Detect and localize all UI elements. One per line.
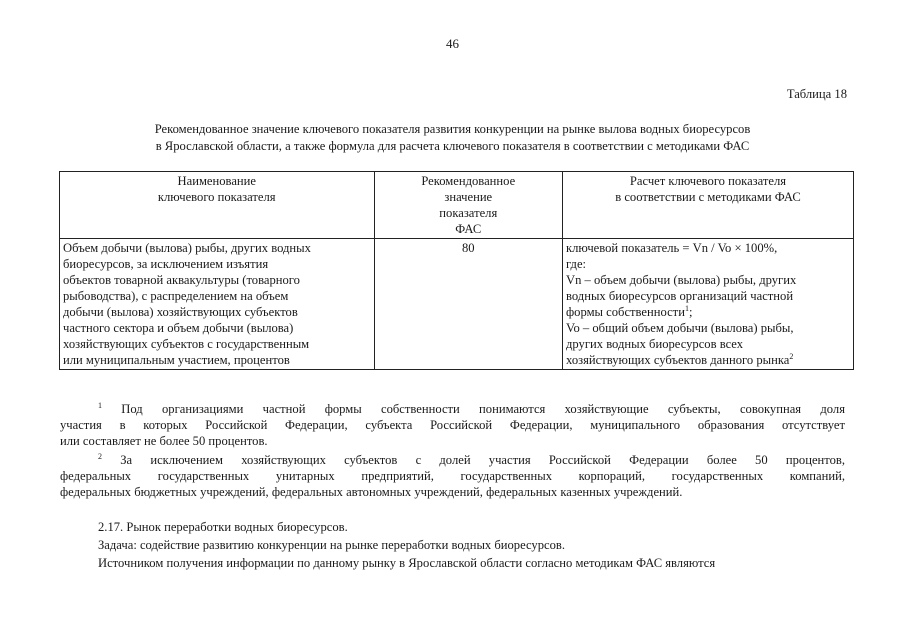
header-calculation: Расчет ключевого показателя в соответствии с методиками ФАС xyxy=(563,172,854,239)
recommended-value-cell: 80 xyxy=(374,239,563,370)
footnote-2: $^2$ За исключением хозяйствующих субъектов с долей участия Российской Федерации более 50 процентов, федеральных государственных унитарных предприятий, государственных корпораций, государственных компаний, федеральных бюджетных учреждений, федеральных автономных учреждений, федеральных казенных учреждений. xyxy=(60,452,845,499)
footnote-ref-1: 1 xyxy=(684,304,689,313)
formula-cell: ключевой показатель = Vn / Vo × 100%, где: Vn – объем добычи (вылова) рыбы, других водных биоресурсов организаций частной формы собственности$^1$; Vo – общий объем добычи (вылова) рыбы, других водных биоресурсов всех хозяйствующих субъектов данного рынка$^2$ xyxy=(563,239,854,370)
section-heading: 2.17. Рынок переработки водных биоресурсов. xyxy=(98,520,348,534)
table-caption xyxy=(60,121,845,155)
footnotes xyxy=(60,401,845,503)
header-indicator-name: Наименование ключевого показателя xyxy=(60,172,375,239)
footnote-marker-2: 2 xyxy=(98,452,102,461)
table-label: Таблица 18 xyxy=(786,87,847,101)
footnote-1: $^1$ Под организациями частной формы собственности понимаются хозяйствующие субъекты, совокупная доля участия в которых Российской Федерации, субъекта Российской Федерации, муниципального образования отсутствует или составляет не более 50 процентов. xyxy=(60,401,845,448)
section-2-17 xyxy=(60,518,850,572)
caption-line-1: Рекомендованное значение ключевого показателя развития конкуренции на рынке вылова водных биоресурсов xyxy=(154,122,751,136)
caption-line-2: в Ярославской области, а также формула для расчета ключевого показателя в соответствии с методиками ФАС xyxy=(155,139,750,153)
indicator-table xyxy=(59,171,854,370)
footnote-ref-2: 2 xyxy=(789,352,794,361)
footnote-marker-1: 1 xyxy=(98,401,102,410)
table-row xyxy=(60,239,854,370)
section-source: Источником получения информации по данному рынку в Ярославской области согласно методикам ФАС являются xyxy=(98,556,716,570)
table-header-row xyxy=(60,172,854,239)
indicator-name-cell: Объем добычи (вылова) рыбы, других водных биоресурсов, за исключением изъятия объектов товарной аквакультуры (товарного рыбоводства), с распределением на объем добычи (вылова) хозяйствующих субъектов частного сектора и объем добычи (вылова) хозяйствующих субъектов с государственным или муниципальным участием, процентов xyxy=(60,239,375,370)
page-number: 46 xyxy=(446,36,459,51)
section-task: Задача: содействие развитию конкуренции на рынке переработки водных биоресурсов. xyxy=(98,538,565,552)
header-recommended-value: Рекомендованное значение показателя ФАС xyxy=(374,172,563,239)
